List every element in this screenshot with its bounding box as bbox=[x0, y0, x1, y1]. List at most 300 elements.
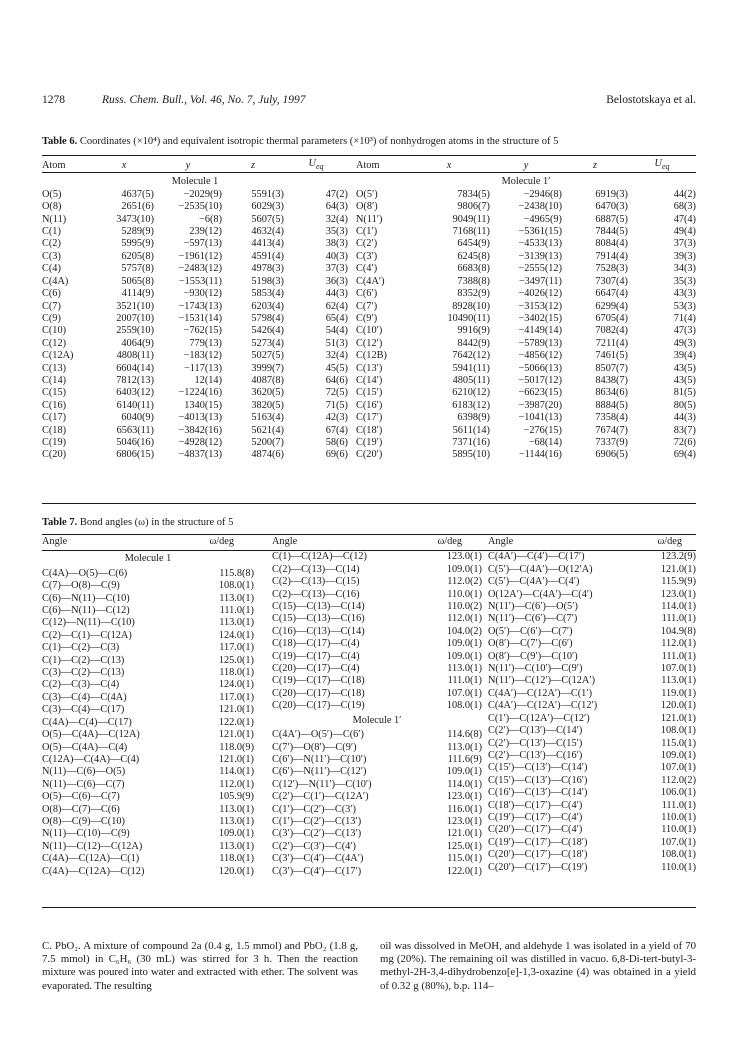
omega-cell: 109.0(1) bbox=[218, 828, 254, 840]
angle-cell: O(5′)—C(6′)—C(7′) bbox=[488, 625, 573, 637]
table-row bbox=[42, 828, 254, 840]
omega-cell: 115.0(1) bbox=[661, 737, 696, 749]
omega-cell: 121.0(1) bbox=[446, 828, 482, 840]
omega-cell: 118.0(9) bbox=[219, 741, 254, 753]
x-cell: 7812(13) bbox=[116, 374, 154, 386]
angle-cell: C(4A)—C(12A)—C(1) bbox=[42, 853, 140, 865]
atom-cell: C(17) bbox=[42, 412, 67, 424]
omega-cell: 112.0(2) bbox=[447, 576, 482, 588]
table-row bbox=[488, 601, 696, 613]
body-paragraph: oil was dissolved in MeOH, and aldehyde 1 was isolated in a yield of 70 mg (20%). The remaining oil was distilled in vacuo. 6,8-Di-tert-butyl-3-methyl-2H-3,4-dihydrobenzo[e]-1,3-oxazine (4) was obtained in a yield of 0.32 g (80%), b.p. 114– bbox=[380, 940, 696, 992]
y-cell: −4928(12) bbox=[178, 436, 222, 448]
table-row bbox=[42, 325, 348, 337]
z-cell: 4632(4) bbox=[251, 226, 284, 238]
table-row bbox=[272, 779, 482, 791]
table-row bbox=[42, 568, 254, 580]
angle-cell: C(7′)—O(8′)—C(9′) bbox=[272, 741, 357, 753]
atom-cell: C(2′) bbox=[356, 238, 378, 250]
table-row bbox=[42, 742, 254, 754]
col-header-angle: Angle bbox=[272, 536, 298, 547]
angle-cell: C(6)—N(11)—C(10) bbox=[42, 592, 130, 604]
atom-cell: C(4A) bbox=[42, 275, 69, 287]
y-cell: −3987(20) bbox=[518, 399, 562, 411]
table6-caption-text: Coordinates (×10⁴) and equivalent isotropic thermal parameters (×10³) of nonhydrogen atoms in the structure of 5 bbox=[79, 136, 559, 147]
atom-cell: O(5) bbox=[42, 188, 62, 200]
y-cell: −4856(12) bbox=[518, 350, 562, 362]
x-cell: 2651(6) bbox=[121, 201, 154, 213]
table-row bbox=[272, 564, 482, 576]
omega-cell: 123.0(1) bbox=[446, 815, 482, 827]
ueq-cell: 47(3) bbox=[673, 325, 696, 337]
z-cell: 7082(4) bbox=[595, 325, 628, 337]
y-cell: −4149(14) bbox=[518, 325, 562, 337]
ueq-cell: 69(6) bbox=[325, 449, 348, 461]
omega-cell: 111.0(1) bbox=[219, 605, 254, 617]
z-cell: 5163(4) bbox=[251, 412, 284, 424]
table6-bottom-rule bbox=[42, 503, 696, 504]
z-cell: 5426(4) bbox=[251, 325, 284, 337]
table7-col1 bbox=[42, 536, 254, 878]
atom-cell: C(9′) bbox=[356, 312, 378, 324]
x-cell: 5065(8) bbox=[121, 275, 154, 287]
table-row bbox=[272, 626, 482, 638]
table-row bbox=[356, 263, 696, 275]
omega-cell: 114.6(8) bbox=[447, 729, 482, 741]
angle-cell: C(1)—C(2)—C(13) bbox=[42, 654, 125, 666]
y-cell: −3153(12) bbox=[518, 300, 562, 312]
omega-cell: 105.9(9) bbox=[218, 791, 254, 803]
table-row bbox=[42, 288, 348, 300]
ueq-cell: 71(4) bbox=[673, 312, 696, 324]
table-row bbox=[356, 276, 696, 288]
omega-cell: 107.0(1) bbox=[660, 762, 696, 774]
x-cell: 6683(8) bbox=[457, 263, 490, 275]
table-row bbox=[356, 189, 696, 201]
table-row bbox=[356, 375, 696, 387]
table-row bbox=[42, 605, 254, 617]
angle-cell: C(1′)—C(2′)—C(13′) bbox=[272, 815, 362, 827]
z-cell: 8438(7) bbox=[595, 374, 628, 386]
atom-cell: C(7) bbox=[42, 300, 61, 312]
omega-cell: 121.0(1) bbox=[218, 729, 254, 741]
col-header-ueq: $U_{eq}$ bbox=[654, 158, 670, 172]
table-row bbox=[272, 613, 482, 625]
y-cell: −3497(11) bbox=[518, 275, 562, 287]
col-header-atom: Atom bbox=[42, 159, 66, 171]
angle-cell: C(6′)—N(11′)—C(12′) bbox=[272, 766, 367, 778]
omega-cell: 115.0(1) bbox=[447, 853, 482, 865]
ueq-cell: 71(5) bbox=[325, 399, 348, 411]
col-header-angle: Angle bbox=[488, 536, 514, 547]
omega-cell: 112.0(1) bbox=[661, 638, 696, 650]
omega-cell: 109.0(1) bbox=[446, 766, 482, 778]
table-row bbox=[42, 704, 254, 716]
z-cell: 8507(7) bbox=[595, 362, 628, 374]
atom-cell: C(17′) bbox=[356, 412, 383, 424]
atom-cell: C(10) bbox=[42, 325, 67, 337]
omega-cell: 114.0(1) bbox=[661, 601, 696, 613]
angle-cell: C(2′)—C(13′)—C(15′) bbox=[488, 737, 583, 749]
x-cell: 6210(12) bbox=[452, 387, 490, 399]
atom-cell: C(4′) bbox=[356, 263, 378, 275]
x-cell: 6604(14) bbox=[116, 362, 154, 374]
atom-cell: C(20) bbox=[42, 449, 67, 461]
angle-cell: C(18′)—C(17′)—C(4′) bbox=[488, 799, 583, 811]
x-cell: 5611(14) bbox=[452, 424, 490, 436]
ueq-cell: 35(3) bbox=[325, 226, 348, 238]
x-cell: 5046(16) bbox=[116, 436, 154, 448]
angle-cell: N(11)—C(6)—C(7) bbox=[42, 778, 125, 790]
angle-cell: C(1)—C(2)—C(3) bbox=[42, 642, 120, 654]
y-cell: −762(15) bbox=[183, 325, 222, 337]
ueq-cell: 39(3) bbox=[673, 250, 696, 262]
z-cell: 5273(4) bbox=[251, 337, 284, 349]
table-row bbox=[42, 313, 348, 325]
angle-cell: C(15)—C(13)—C(14) bbox=[272, 601, 365, 613]
omega-cell: 109.0(1) bbox=[660, 749, 696, 761]
body-paragraph: C. PbO₂. A mixture of compound 2a (0.4 g, 1.5 mmol) and PbO₂ (1.8 g, 7.5 mmol) in C₆H₆ (30 mL) was stirred for 3 h. Then the reaction mixture was poured into water and extracted with ether. The solvent was evaporated. The resulting bbox=[42, 940, 358, 992]
table-row bbox=[488, 837, 696, 849]
x-cell: 3473(10) bbox=[116, 213, 154, 225]
table-row bbox=[488, 613, 696, 625]
table-row bbox=[42, 816, 254, 828]
y-cell: −4026(12) bbox=[518, 288, 562, 300]
molecule-heading: Molecule 1 bbox=[171, 176, 219, 188]
x-cell: 6806(15) bbox=[116, 449, 154, 461]
ueq-cell: 68(3) bbox=[673, 201, 696, 213]
x-cell: 6140(11) bbox=[116, 399, 154, 411]
table-row bbox=[488, 738, 696, 750]
y-cell: −1961(12) bbox=[178, 250, 222, 262]
omega-cell: 123.0(1) bbox=[660, 588, 696, 600]
ueq-cell: 64(6) bbox=[325, 374, 348, 386]
y-cell: −183(12) bbox=[183, 350, 222, 362]
x-cell: 6454(9) bbox=[457, 238, 490, 250]
ueq-cell: 37(3) bbox=[673, 238, 696, 250]
ueq-cell: 34(3) bbox=[673, 263, 696, 275]
z-cell: 7358(4) bbox=[595, 412, 628, 424]
table-row bbox=[488, 824, 696, 836]
z-cell: 6887(5) bbox=[595, 213, 628, 225]
table-row bbox=[356, 338, 696, 350]
y-cell: −4013(13) bbox=[178, 412, 222, 424]
table-row bbox=[488, 551, 696, 563]
table-row bbox=[488, 750, 696, 762]
ueq-cell: 35(3) bbox=[673, 275, 696, 287]
angle-cell: C(4A′)—O(5′)—C(6′) bbox=[272, 729, 364, 741]
z-cell: 3820(5) bbox=[251, 399, 284, 411]
journal-citation: Russ. Chem. Bull., Vol. 46, No. 7, July, 1997 bbox=[102, 94, 306, 106]
table-row bbox=[356, 350, 696, 362]
table-row bbox=[488, 762, 696, 774]
omega-cell: 113.0(1) bbox=[219, 592, 254, 604]
table7-caption bbox=[42, 517, 233, 528]
atom-cell: C(14′) bbox=[356, 374, 383, 386]
table-row bbox=[42, 642, 254, 654]
z-cell: 4874(6) bbox=[251, 449, 284, 461]
ueq-cell: 32(4) bbox=[325, 213, 348, 225]
table-row bbox=[272, 804, 482, 816]
omega-cell: 121.0(1) bbox=[660, 563, 696, 575]
table-row bbox=[356, 288, 696, 300]
table-row bbox=[272, 816, 482, 828]
angle-cell: C(2′)—C(3′)—C(4′) bbox=[272, 840, 356, 852]
table-row bbox=[488, 688, 696, 700]
omega-cell: 107.0(1) bbox=[660, 663, 696, 675]
table-row bbox=[272, 766, 482, 778]
x-cell: 7168(11) bbox=[452, 226, 490, 238]
y-cell: −1531(14) bbox=[178, 312, 222, 324]
angle-cell: C(20)—C(17)—C(18) bbox=[272, 687, 365, 699]
omega-cell: 112.0(2) bbox=[661, 774, 696, 786]
table6-caption bbox=[42, 136, 558, 147]
atom-cell: C(13) bbox=[42, 362, 67, 374]
omega-cell: 115.9(9) bbox=[661, 576, 696, 588]
z-cell: 5198(3) bbox=[251, 275, 284, 287]
angle-cell: N(11′)—C(6′)—C(7′) bbox=[488, 613, 578, 625]
angle-cell: C(3′)—C(4′)—C(4A′) bbox=[272, 853, 364, 865]
table-row bbox=[272, 853, 482, 865]
z-cell: 5798(4) bbox=[251, 312, 284, 324]
table-row bbox=[272, 754, 482, 766]
z-cell: 6203(4) bbox=[251, 300, 284, 312]
table-row bbox=[42, 617, 254, 629]
x-cell: 6403(12) bbox=[116, 387, 154, 399]
y-cell: −5361(15) bbox=[518, 226, 562, 238]
y-cell: −68(14) bbox=[528, 436, 562, 448]
omega-cell: 114.0(1) bbox=[447, 778, 482, 790]
table7-top-rule bbox=[42, 534, 696, 535]
angle-cell: N(11′)—C(10′)—C(9′) bbox=[488, 663, 583, 675]
omega-cell: 123.2(9) bbox=[660, 551, 696, 563]
table-row bbox=[42, 412, 348, 424]
table-row bbox=[42, 630, 254, 642]
table-row bbox=[356, 363, 696, 375]
angle-cell: C(2)—C(1)—C(12A) bbox=[42, 629, 132, 641]
atom-cell: O(8) bbox=[42, 201, 62, 213]
angle-cell: O(12A′)—C(4A′)—C(4′) bbox=[488, 588, 593, 600]
omega-cell: 117.0(1) bbox=[219, 691, 254, 703]
table-row bbox=[42, 201, 348, 213]
table-row bbox=[42, 400, 348, 412]
table-row bbox=[272, 638, 482, 650]
table-row bbox=[42, 214, 348, 226]
x-cell: 4805(11) bbox=[452, 374, 490, 386]
table-row bbox=[42, 301, 348, 313]
z-cell: 6029(3) bbox=[251, 201, 284, 213]
z-cell: 6470(3) bbox=[595, 201, 628, 213]
z-cell: 7674(7) bbox=[595, 424, 628, 436]
angle-cell: C(5′)—C(4A′)—C(4′) bbox=[488, 576, 580, 588]
z-cell: 7528(3) bbox=[595, 263, 628, 275]
x-cell: 7371(16) bbox=[452, 436, 490, 448]
angle-cell: O(5)—C(4A)—C(4) bbox=[42, 741, 128, 753]
table-row bbox=[488, 626, 696, 638]
omega-cell: 118.0(1) bbox=[219, 667, 254, 679]
angle-cell: C(1′)—C(2′)—C(3′) bbox=[272, 803, 356, 815]
ueq-cell: 72(6) bbox=[673, 436, 696, 448]
table7-col1-header bbox=[42, 536, 254, 551]
z-cell: 7461(5) bbox=[595, 350, 628, 362]
ueq-cell: 65(4) bbox=[325, 312, 348, 324]
body-text-left-column bbox=[42, 940, 358, 993]
y-cell: −597(13) bbox=[183, 238, 222, 250]
table6-top-rule bbox=[42, 155, 696, 156]
omega-cell: 125.0(1) bbox=[218, 654, 254, 666]
angle-cell: O(5)—C(4A)—C(12A) bbox=[42, 729, 140, 741]
omega-cell: 110.0(1) bbox=[661, 811, 696, 823]
table-row bbox=[272, 742, 482, 754]
omega-cell: 113.0(1) bbox=[219, 803, 254, 815]
running-header bbox=[42, 94, 696, 110]
z-cell: 6647(4) bbox=[595, 288, 628, 300]
ueq-cell: 47(4) bbox=[673, 213, 696, 225]
table-row bbox=[42, 692, 254, 704]
z-cell: 5621(4) bbox=[251, 424, 284, 436]
table-row bbox=[42, 425, 348, 437]
col-header-omega: ω/deg bbox=[657, 536, 682, 547]
z-cell: 5591(3) bbox=[251, 188, 284, 200]
atom-cell: C(6) bbox=[42, 288, 61, 300]
omega-cell: 125.0(1) bbox=[446, 840, 482, 852]
table-row bbox=[488, 812, 696, 824]
table6-right-block bbox=[356, 158, 696, 462]
table-row bbox=[488, 849, 696, 861]
ueq-cell: 62(4) bbox=[325, 300, 348, 312]
atom-cell: C(7′) bbox=[356, 300, 378, 312]
omega-cell: 107.0(1) bbox=[446, 687, 482, 699]
atom-cell: C(3) bbox=[42, 250, 61, 262]
omega-cell: 111.6(9) bbox=[447, 753, 482, 765]
table7-caption-text: Bond angles (ω) in the structure of 5 bbox=[79, 517, 234, 528]
table6-left-block bbox=[42, 158, 348, 462]
z-cell: 6919(3) bbox=[595, 188, 628, 200]
omega-cell: 123.0(1) bbox=[446, 791, 482, 803]
angle-cell: C(2)—C(3)—C(4) bbox=[42, 679, 120, 691]
omega-cell: 108.0(1) bbox=[446, 700, 482, 712]
y-cell: 779(13) bbox=[189, 337, 222, 349]
table-row bbox=[272, 663, 482, 675]
atom-cell: C(14) bbox=[42, 374, 67, 386]
omega-cell: 122.0(1) bbox=[446, 865, 482, 877]
ueq-cell: 64(3) bbox=[325, 201, 348, 213]
omega-cell: 114.0(1) bbox=[219, 766, 254, 778]
z-cell: 8884(5) bbox=[595, 399, 628, 411]
omega-cell: 121.0(1) bbox=[218, 753, 254, 765]
angle-cell: C(2)—C(13)—C(16) bbox=[272, 588, 360, 600]
omega-cell: 107.0(1) bbox=[660, 836, 696, 848]
atom-cell: C(19) bbox=[42, 436, 67, 448]
angle-cell: C(12′)—N(11′)—C(10′) bbox=[272, 778, 372, 790]
y-cell: −930(12) bbox=[183, 288, 222, 300]
col-header-atom: Atom bbox=[356, 159, 380, 171]
table-row bbox=[42, 679, 254, 691]
omega-cell: 104.0(2) bbox=[446, 625, 482, 637]
angle-cell: C(16)—C(13)—C(14) bbox=[272, 625, 365, 637]
angle-cell: O(8′)—C(9′)—C(10′) bbox=[488, 650, 578, 662]
y-cell: −4533(13) bbox=[518, 238, 562, 250]
table-row bbox=[356, 425, 696, 437]
omega-cell: 115.8(8) bbox=[219, 567, 254, 579]
table-row bbox=[42, 791, 254, 803]
col-header-y: y bbox=[523, 159, 529, 171]
omega-cell: 111.0(1) bbox=[661, 650, 696, 662]
omega-cell: 112.0(1) bbox=[219, 778, 254, 790]
z-cell: 7307(4) bbox=[595, 275, 628, 287]
z-cell: 5853(4) bbox=[251, 288, 284, 300]
angle-cell: N(11)—C(6)—O(5) bbox=[42, 766, 126, 778]
table-row bbox=[488, 663, 696, 675]
angle-cell: C(3)—C(4)—C(4A) bbox=[42, 691, 127, 703]
table-row bbox=[488, 651, 696, 663]
y-cell: 12(14) bbox=[194, 374, 222, 386]
molecule-heading: Molecule 1′ bbox=[352, 714, 402, 726]
angle-cell: C(15′)—C(13′)—C(14′) bbox=[488, 762, 588, 774]
omega-cell: 109.0(1) bbox=[446, 650, 482, 662]
running-authors: Belostotskaya et al. bbox=[606, 94, 696, 106]
table-row bbox=[356, 449, 696, 461]
table-row bbox=[272, 675, 482, 687]
table6-caption-label: Table 6. bbox=[42, 136, 78, 147]
angle-cell: C(2′)—C(13′)—C(14′) bbox=[488, 725, 583, 737]
y-cell: −1041(13) bbox=[518, 412, 562, 424]
table7-caption-label: Table 7. bbox=[42, 517, 78, 528]
table-row bbox=[272, 551, 482, 563]
angle-cell: C(3)—C(4)—C(17) bbox=[42, 704, 125, 716]
col-header-x: x bbox=[121, 159, 127, 171]
col-header-y: y bbox=[185, 159, 191, 171]
table-row bbox=[488, 564, 696, 576]
col-header-z: z bbox=[250, 159, 255, 171]
ueq-cell: 53(3) bbox=[673, 300, 696, 312]
table-row bbox=[42, 853, 254, 865]
angle-cell: C(4A)—C(4)—C(17) bbox=[42, 716, 132, 728]
atom-cell: C(12′) bbox=[356, 337, 383, 349]
table-row bbox=[356, 400, 696, 412]
y-cell: −3842(16) bbox=[178, 424, 222, 436]
table-row bbox=[42, 804, 254, 816]
angle-cell: N(11′)—C(6′)—O(5′) bbox=[488, 601, 578, 613]
omega-cell: 124.0(1) bbox=[218, 629, 254, 641]
angle-cell: C(6′)—N(11′)—C(10′) bbox=[272, 753, 367, 765]
angle-cell: C(12)—N(11)—C(10) bbox=[42, 617, 135, 629]
atom-cell: C(4) bbox=[42, 263, 61, 275]
table-row bbox=[42, 263, 348, 275]
x-cell: 4114(9) bbox=[121, 288, 154, 300]
y-cell: −1743(13) bbox=[178, 300, 222, 312]
table-row bbox=[272, 866, 482, 878]
table-row bbox=[272, 700, 482, 712]
angle-cell: C(20′)—C(17′)—C(4′) bbox=[488, 824, 583, 836]
y-cell: −4965(9) bbox=[523, 213, 562, 225]
angle-cell: C(18)—C(17)—C(4) bbox=[272, 638, 360, 650]
table-row bbox=[42, 437, 348, 449]
y-cell: −2483(12) bbox=[178, 263, 222, 275]
table-row bbox=[42, 866, 254, 878]
table-row bbox=[356, 325, 696, 337]
table-row bbox=[42, 238, 348, 250]
angle-cell: C(19)—C(17)—C(4) bbox=[272, 650, 360, 662]
angle-cell: C(2)—C(13)—C(15) bbox=[272, 576, 360, 588]
table-row bbox=[272, 651, 482, 663]
angle-cell: C(5′)—C(4A′)—O(12′A) bbox=[488, 563, 593, 575]
table-row bbox=[42, 717, 254, 729]
molecule-heading: Molecule 1′ bbox=[501, 176, 551, 188]
omega-cell: 122.0(1) bbox=[218, 716, 254, 728]
atom-cell: C(1) bbox=[42, 226, 61, 238]
angle-cell: C(19′)—C(17′)—C(4′) bbox=[488, 811, 583, 823]
angle-cell: C(19)—C(17)—C(18) bbox=[272, 675, 365, 687]
